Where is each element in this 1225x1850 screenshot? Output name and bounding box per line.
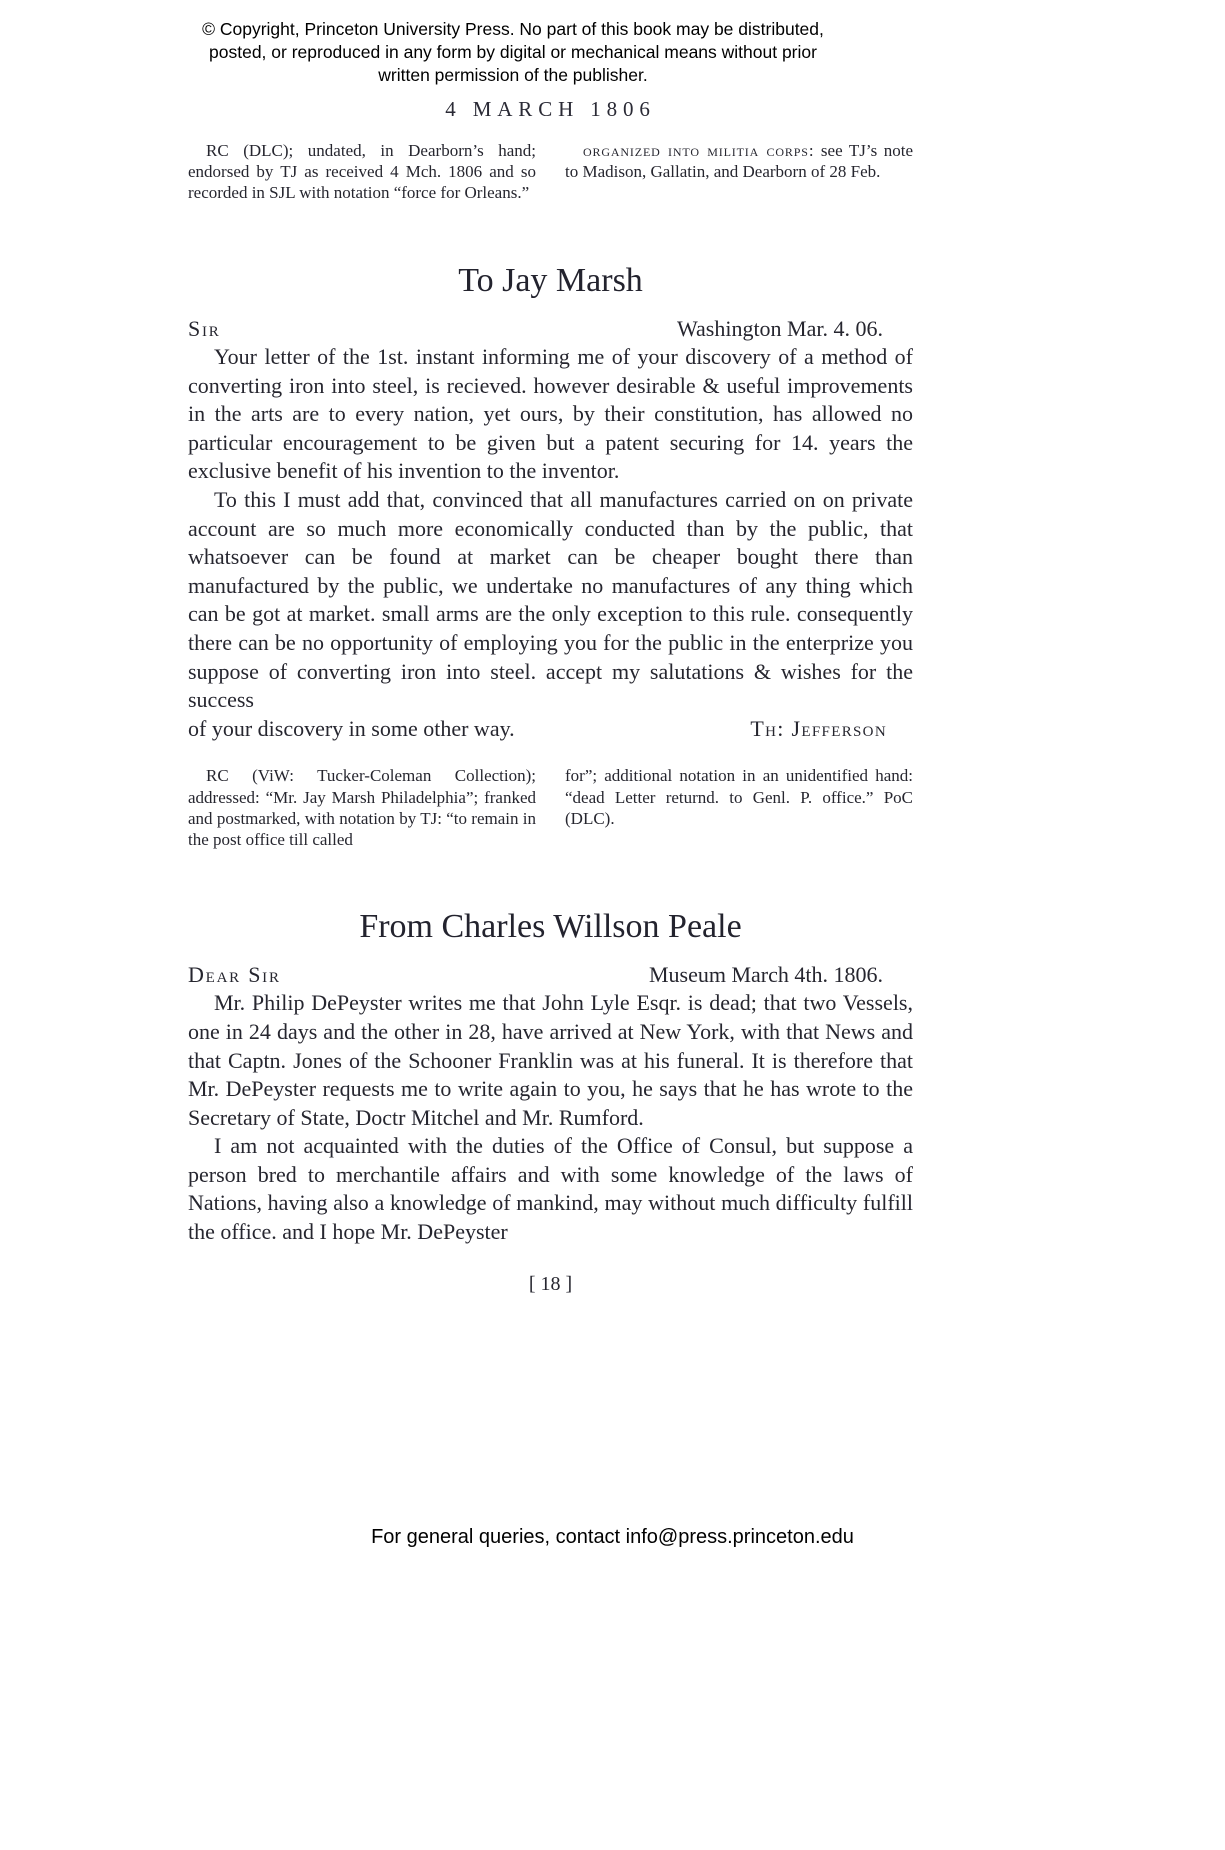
letter1-salutation-row: [188, 315, 913, 344]
source-note-left: RC (DLC); undated, in Dearborn’s hand; endorsed by TJ as received 4 Mch. 1806 and so recorded in SJL with notation “force for Orleans.”: [188, 141, 536, 203]
letter1-signature: Th: Jefferson: [750, 715, 887, 741]
copyright-notice: © Copyright, Princeton University Press. No part of this book may be distributed, posted, or reproduced in any form by digital or mechanical means without prior written permission of the publisher.: [202, 19, 824, 86]
source-note-right: [565, 140, 913, 203]
source-note-left: RC (ViW: Tucker-Coleman Collection); addressed: “Mr. Jay Marsh Philadelphia”; franked and postmarked, with notation by TJ: “to remain in the post office till called: [188, 766, 536, 849]
running-head: 4 MARCH 1806: [445, 97, 656, 122]
letter-title-from-charles-willson-peale: From Charles Willson Peale: [359, 907, 742, 945]
letter1-dateline: Washington Mar. 4. 06.: [677, 315, 883, 341]
source-note-right: for”; additional notation in an unidentified hand: “dead Letter returnd. to Genl. P. office.” PoC (DLC).: [565, 766, 913, 828]
letter1-closing-row: [188, 715, 913, 744]
letter1-paragraph-2: To this I must add that, convinced that all manufactures carried on on private account are so much more economically conducted than by the public, that whatsoever can be found at market can be cheaper bought there than manufactured by the public, we undertake no manufactures of any thing which can be got at market. small arms are the only exception to this rule. consequently there can be no opportunity of employing you for the public in the enterprize you suppose of converting iron into steel. accept my salutations & wishes for the success: [188, 487, 913, 713]
letter2-paragraph-1: Mr. Philip DePeyster writes me that John Lyle Esqr. is dead; that two Vessels, one in 24 days and the other in 28, have arrived at New York, with that News and that Captn. Jones of the Schooner Franklin was at his funeral. It is therefore that Mr. DePeyster requests me to write again to you, he says that he has wrote to the Secretary of State, Doctr Mitchel and Mr. Rumford.: [188, 990, 913, 1130]
letter-title-to-jay-marsh: To Jay Marsh: [458, 261, 643, 299]
letter2-dateline: Museum March 4th. 1806.: [648, 961, 883, 987]
letter2-paragraph-2: I am not acquainted with the duties of the Office of Consul, but suppose a person bred to merchantile affairs and with some knowledge of the laws of Nations, having also a knowledge of mankind, may without much difficulty fulfill the office. and I hope Mr. DePeyster: [188, 1133, 913, 1245]
source-note-block-2: [188, 765, 913, 849]
letter2-salutation-row: [188, 961, 913, 990]
text-column: [188, 97, 913, 1295]
letter1-salutation: Sir: [188, 315, 221, 341]
letter2-salutation: Dear Sir: [188, 961, 281, 987]
letter1-closing-text: of your discovery in some other way.: [188, 715, 515, 741]
footer-contact-line: For general queries, contact info@press.princeton.edu: [371, 1526, 854, 1548]
small-caps-phrase: organized into militia corps:: [583, 141, 815, 161]
source-note-block-1: [188, 140, 913, 203]
letter1-paragraph-1: Your letter of the 1st. instant informing me of your discovery of a method of converting iron into steel, is recieved. however desirable & useful improvements in the arts are to every nation, yet ours, by their constitution, has allowed no particular encouragement to be given but a patent securing for 14. years the exclusive benefit of his invention to the inventor.: [188, 344, 913, 484]
page-number: [ 18 ]: [528, 1272, 573, 1295]
note-continuation: see TJ’s note to Madison, Gallatin, and Dearborn of 28 Feb.: [565, 141, 913, 182]
